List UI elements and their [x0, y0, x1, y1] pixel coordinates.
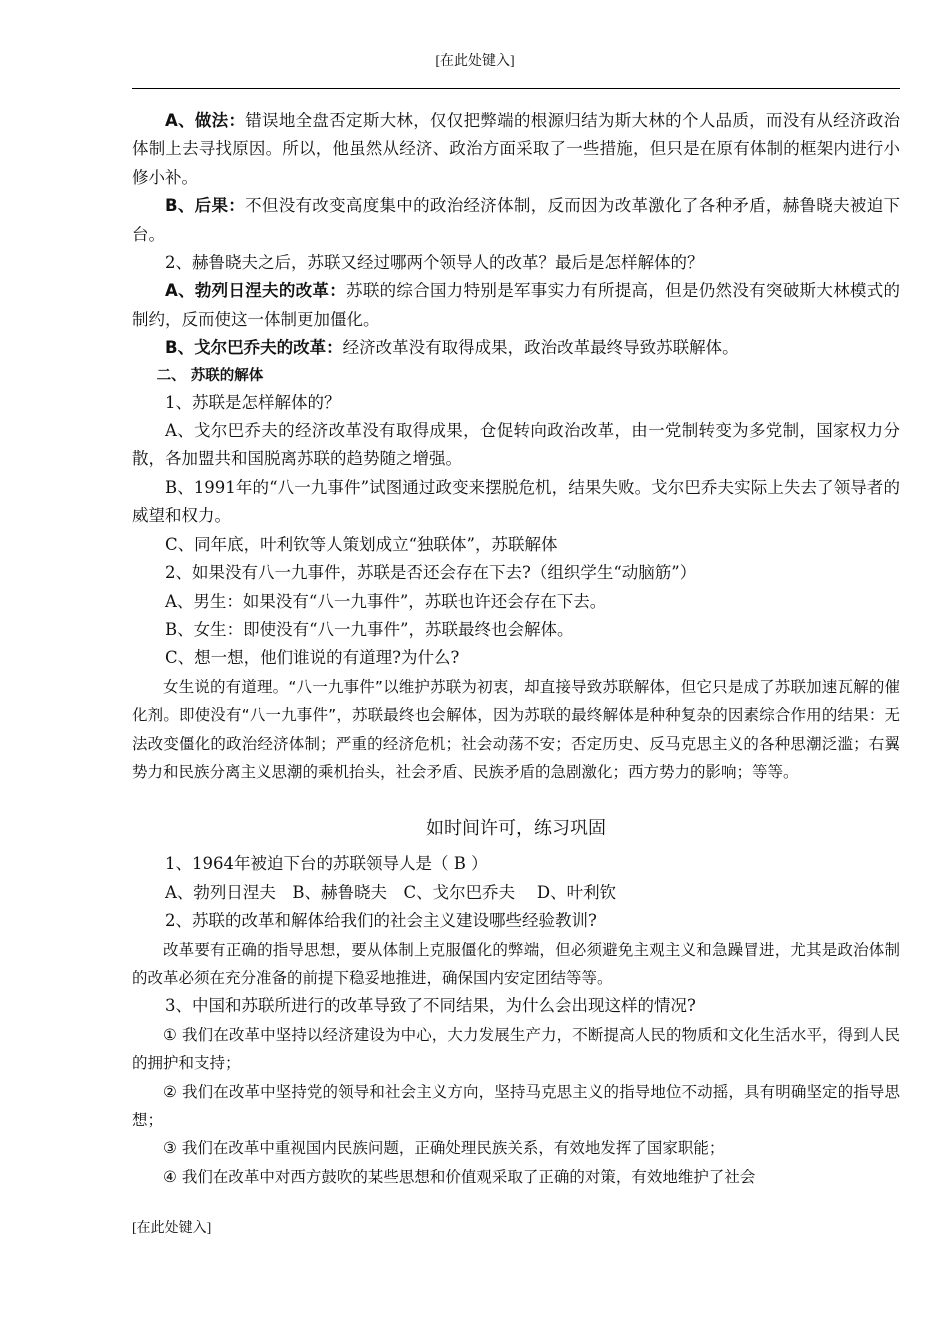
- page-footer: [在此处键入]: [132, 1221, 212, 1236]
- practice-question-3-answer: ② 我们在改革中坚持党的领导和社会主义方向，坚持马克思主义的指导地位不动摇，具有明确坚定的指导思想；: [132, 1082, 900, 1129]
- practice-question-3-answer: ④ 我们在改革中对西方鼓吹的某些思想和价值观采取了正确的对策，有效地维护了社会: [163, 1167, 756, 1186]
- practice-question-3-answer: ③ 我们在改革中重视国内民族问题，正确处理民族关系，有效地发挥了国家职能；: [163, 1139, 725, 1158]
- section2-item: A、戈尔巴乔夫的经济改革没有取得成果，仓促转向政治改革，由一党制转变为多党制，国家权力分散，各加盟共和国脱离苏联的趋势随之增强。: [132, 421, 900, 469]
- paragraph-gorbachev: [132, 334, 900, 362]
- text-consequence: 不但没有改变高度集中的政治经济体制，反而因为改革激化了各种矛盾，赫鲁晓夫被迫下台。: [132, 196, 901, 244]
- practice-title: 如时间许可，练习巩固: [426, 818, 606, 840]
- section2-item: 2、如果没有八一九事件，苏联是否还会存在下去?（组织学生“动脑筋”）: [165, 563, 697, 583]
- page-header: [在此处键入]: [435, 54, 515, 69]
- paragraph-consequence: [132, 192, 900, 249]
- header-rule: [132, 88, 900, 89]
- document-body: [132, 107, 900, 1191]
- paragraph-brezhnev: [132, 277, 900, 334]
- practice-question-3: 3、中国和苏联所进行的改革导致了不同结果，为什么会出现这样的情况?: [165, 996, 696, 1016]
- label-brezhnev: A、勃列日涅夫的改革：: [165, 281, 347, 301]
- paragraph-method: [132, 107, 900, 192]
- question-two-leaders: 2、赫鲁晓夫之后，苏联又经过哪两个领导人的改革？最后是怎样解体的？: [165, 253, 704, 273]
- section2-item: 1、苏联是怎样解体的？: [165, 392, 341, 412]
- label-consequence: B、后果：: [165, 196, 246, 216]
- label-method: A、做法：: [165, 111, 246, 130]
- text-gorbachev: 经济改革没有取得成果，政治改革最终导致苏联解体。: [342, 338, 739, 358]
- text-method: 错误地全盘否定斯大林，仅仅把弊端的根源归结为斯大林的个人品质，而没有从经济政治体制上去寻找原因。所以，他虽然从经济、政治方面采取了一些措施，但只是在原有体制的框架内进行小修小补。: [132, 111, 900, 187]
- section2-item: A、男生：如果没有“八一九事件”，苏联也许还会存在下去。: [165, 591, 607, 611]
- practice-question-1: 1、1964年被迫下台的苏联领导人是（ B ）: [165, 854, 488, 874]
- section2-item: C、同年底，叶利钦等人策划成立“独联体”，苏联解体: [165, 534, 558, 554]
- practice-question-1-options: A、勃列日涅夫 B、赫鲁晓夫 C、戈尔巴乔夫 D、叶利钦: [165, 882, 617, 902]
- text-brezhnev: 苏联的综合国力特别是军事实力有所提高，但是仍然没有突破斯大林模式的制约，反而使这一体制更加僵化。: [132, 281, 900, 329]
- section2-item: B、女生：即使没有“八一九事件”，苏联最终也会解体。: [165, 619, 574, 639]
- practice-question-3-answer: ① 我们在改革中坚持以经济建设为中心，大力发展生产力，不断提高人民的物质和文化生活水平，得到人民的拥护和支持；: [132, 1025, 900, 1073]
- section2-item: C、想一想，他们谁说的有道理?为什么?: [165, 648, 460, 668]
- label-gorbachev: B、戈尔巴乔夫的改革：: [165, 338, 343, 358]
- section2-answer: 女生说的有道理。“八一九事件”以维护苏联为初衷，却直接导致苏联解体，但它只是成了苏联加速瓦解的催化剂。即使没有“八一九事件”，苏联最终也会解体，因为苏联的最终解体是种种复杂的因素综合作用的结果：无法改变僵化的政治经济体制；严重的经济危机；社会动荡不安；否定历史、反马克思主义的各种思潮泛滥；右翼势力和民族分离主义思潮的乘机抬头，社会矛盾、民族矛盾的急剧激化；西方势力的影响；等等。: [132, 677, 900, 781]
- section2-item: B、1991年的“八一九事件”试图通过政变来摆脱危机，结果失败。戈尔巴乔夫实际上失去了领导者的威望和权力。: [132, 477, 900, 526]
- practice-question-2-answer: 改革要有正确的指导思想，要从体制上克服僵化的弊端，但必须避免主观主义和急躁冒进，尤其是政治体制的改革必须在充分准备的前提下稳妥地推进，确保国内安定团结等等。: [132, 940, 900, 987]
- section-heading-dissolution: 二、 苏联的解体: [156, 367, 264, 384]
- practice-question-2: 2、苏联的改革和解体给我们的社会主义建设哪些经验教训?: [165, 911, 597, 931]
